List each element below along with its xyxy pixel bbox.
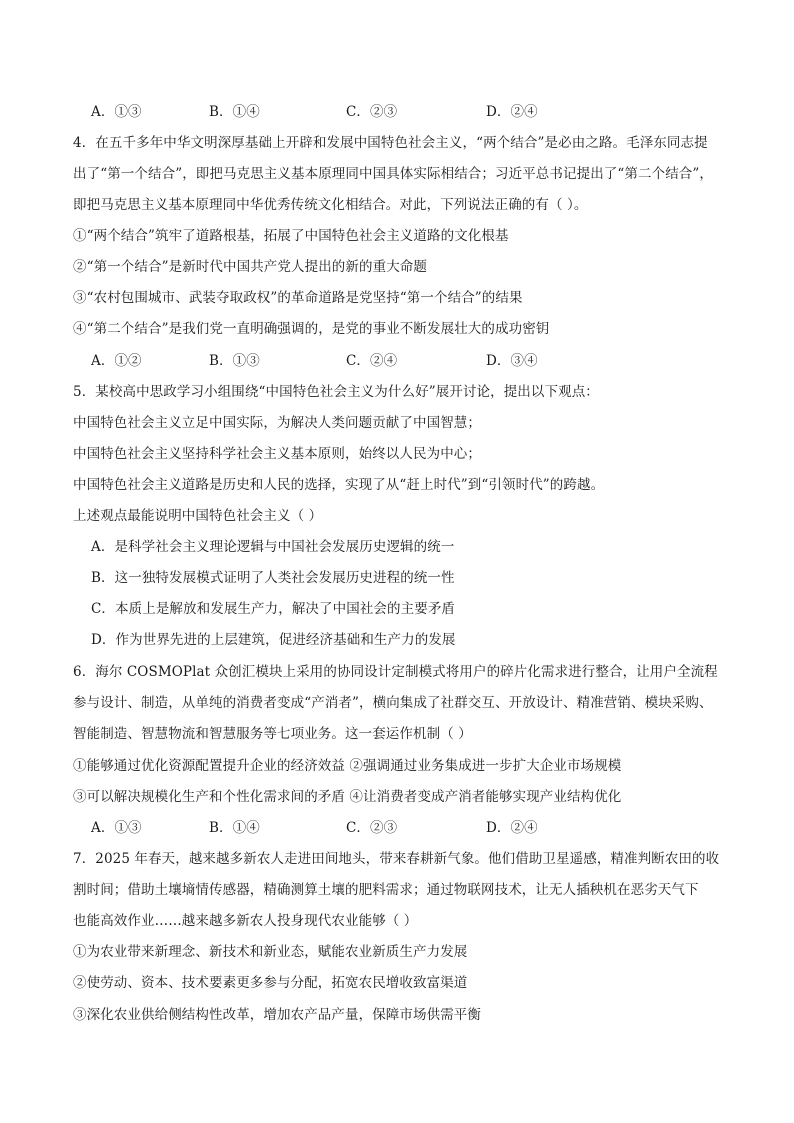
q4-item: ①“两个结合”筑牢了道路根基，拓展了中国特色社会主义道路的文化根基	[73, 228, 509, 244]
q6-item: ③可以解决规模化生产和个性化需求间的矛盾 ④让消费者变成产消者能够实现产业结构优化	[73, 789, 622, 805]
q4-options	[73, 351, 728, 371]
q6-options	[73, 818, 728, 838]
q5-option: C．本质上是解放和发展生产力，解决了中国社会的主要矛盾	[91, 601, 456, 617]
option-a: A．①③	[91, 820, 142, 836]
q5-stem-line: 上述观点最能说明中国特色社会主义（ ）	[73, 508, 323, 524]
q5-option: B．这一独特发展模式证明了人类社会发展历史进程的统一性	[91, 570, 455, 586]
q7-stem-line: 7．2025 年春天，越来越多新农人走进田间地头，带来春耕新气象。他们借助卫星遥感，精准判断农田的收	[73, 851, 720, 867]
q4-stem-line: 4．在五千多年中华文明深厚基础上开辟和发展中国特色社会主义，“两个结合”是必由之路。毛泽东同志提	[73, 135, 708, 151]
option-c: C．②③	[346, 104, 398, 120]
q7-item: ①为农业带来新理念、新技术和新业态，赋能农业新质生产力发展	[73, 944, 468, 960]
option-d: D．②④	[486, 104, 538, 120]
option-c: C．②④	[346, 353, 398, 369]
q6-stem-line: 智能制造、智慧物流和智慧服务等七项业务。这一套运作机制（ ）	[73, 726, 472, 742]
q4-stem-line: 出了“第一个结合”，即把马克思主义基本原理同中国具体实际相结合；习近平总书记提出了“第二个结合”，	[73, 166, 714, 182]
q3-options	[73, 102, 728, 122]
option-d: D．②④	[486, 820, 538, 836]
option-a: A．①②	[91, 353, 142, 369]
q4-stem-line: 即把马克思主义基本原理同中华优秀传统文化相结合。对此，下列说法正确的有（ ）。	[73, 197, 588, 213]
q7-item: ③深化农业供给侧结构性改革，增加农产品产量，保障市场供需平衡	[73, 1007, 481, 1023]
option-a: A．①③	[91, 104, 142, 120]
q5-stem-line: 5．某校高中思政学习小组围绕“中国特色社会主义为什么好”展开讨论，提出以下观点：	[73, 384, 599, 400]
q6-stem-line: 6．海尔 COSMOPlat 众创汇模块上采用的协同设计定制模式将用户的碎片化需求进行整合，让用户全流程	[73, 664, 718, 680]
q7-stem-line: 也能高效作业……越来越多新农人投身现代农业能够（ ）	[73, 913, 418, 929]
q7-item: ②使劳动、资本、技术要素更多参与分配，拓宽农民增收致富渠道	[73, 975, 468, 991]
option-c: C．②③	[346, 820, 398, 836]
q5-option: A．是科学社会主义理论逻辑与中国社会发展历史逻辑的统一	[91, 539, 455, 555]
q4-item: ②“第一个结合”是新时代中国共产党人提出的新的重大命题	[73, 259, 428, 275]
option-b: B．①④	[209, 820, 260, 836]
q6-item: ①能够通过优化资源配置提升企业的经济效益 ②强调通过业务集成进一步扩大企业市场规模	[73, 758, 622, 774]
option-b: B．①③	[209, 353, 260, 369]
q5-option: D．作为世界先进的上层建筑，促进经济基础和生产力的发展	[91, 632, 456, 648]
q7-stem-line: 割时间；借助土壤墒情传感器，精确测算土壤的肥料需求；通过物联网技术，让无人插秧机在恶劣天气下	[73, 882, 699, 898]
q4-item: ③“农村包围城市、武装夺取政权”的革命道路是党坚持“第一个结合”的结果	[73, 290, 523, 306]
q6-stem-line: 参与设计、制造，从单纯的消费者变成“产消者”，横向集成了社群交互、开放设计、精准营销、模块采购、	[73, 695, 713, 711]
q5-stem-line: 中国特色社会主义立足中国实际，为解决人类问题贡献了中国智慧；	[73, 415, 481, 431]
q5-stem-line: 中国特色社会主义坚持科学社会主义基本原则，始终以人民为中心；	[73, 446, 481, 462]
option-d: D．③④	[486, 353, 538, 369]
option-b: B．①④	[209, 104, 260, 120]
q5-stem-line: 中国特色社会主义道路是历史和人民的选择，实现了从“赶上时代”到“引领时代”的跨越。	[73, 477, 605, 493]
q4-item: ④“第二个结合”是我们党一直明确强调的，是党的事业不断发展壮大的成功密钥	[73, 321, 550, 337]
